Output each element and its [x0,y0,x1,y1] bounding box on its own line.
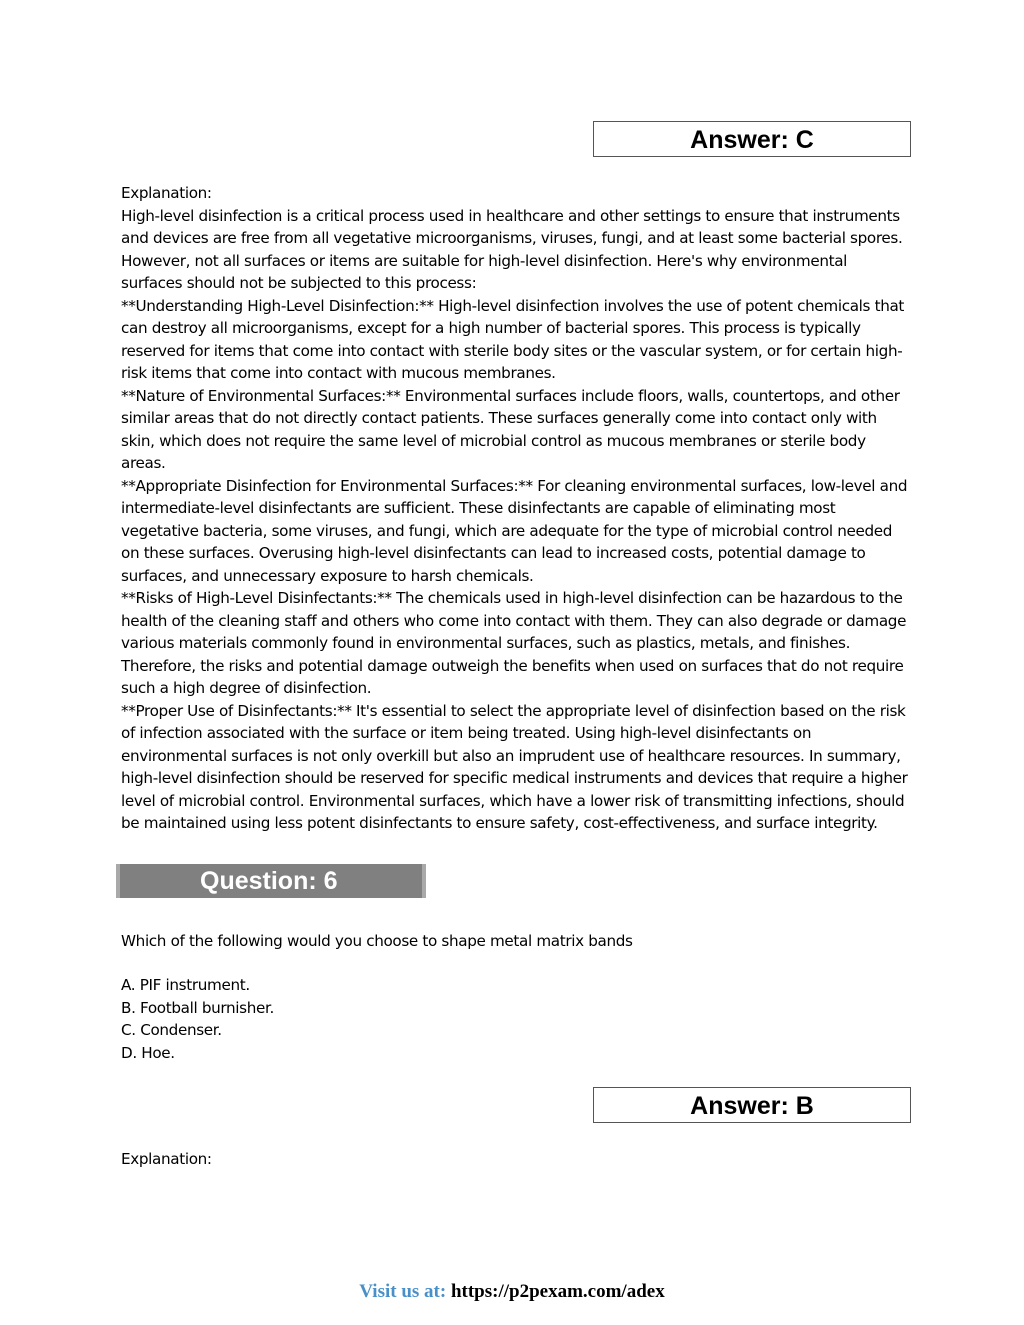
explanation-paragraph: High-level disinfection is a critical process used in healthcare and other settings to ensure that instruments and devices are free from all vegetative microorganisms, viruses, fungi, and at least some bacterial spores. However, not all surfaces or items are suitable for high-level disinfection. Here's why environmental surfaces should not be subjected to this process: [121,206,903,292]
option-item: B. Football burnisher. [121,998,274,1017]
footer-link[interactable]: https://p2pexam.com/adex [450,1281,665,1302]
answer-text: Answer: B [690,1092,814,1120]
explanation-paragraph: **Understanding High-Level Disinfection:** High-level disinfection involves the use of potent chemicals that can destroy all microorganisms, except for a high number of bacterial spores. This process is typically reserved for items that come into contact with sterile body sites or the vascular system, or for certain high-risk items that come into contact with mucous membranes. [121,296,905,382]
explanation-section [121,1148,911,1171]
answer-box [593,121,911,157]
explanation-paragraph: **Appropriate Disinfection for Environmental Surfaces:** For cleaning environmental surfaces, low-level and intermediate-level disinfectants are sufficient. These disinfectants are capable of eliminating most vegetative bacteria, some viruses, and fungi, which are adequate for the type of microbial control needed on these surfaces. Overusing high-level disinfectants can lead to increased costs, potential damage to surfaces, and unnecessary exposure to harsh chemicals. [121,476,908,585]
explanation-paragraph: **Proper Use of Disinfectants:** It's essential to select the appropriate level of disinfection based on the risk of infection associated with the surface or item being treated. Using high-level disinfectants on environmental surfaces is not only overkill but also an imprudent use of healthcare resources. In summary, high-level disinfection should be reserved for specific medical instruments and devices that require a higher level of microbial control. Environmental surfaces, which have a lower risk of transmitting infections, should be maintained using less potent disinfectants to ensure safety, cost-effectiveness, and surface integrity. [121,701,908,832]
option-item: C. Condenser. [121,1021,222,1039]
explanation-paragraph: **Nature of Environmental Surfaces:** Environmental surfaces include floors, walls, countertops, and other similar areas that do not directly contact patients. These surfaces generally come into contact only with skin, which does not require the same level of microbial control as mucous membranes or sterile body areas. [121,386,900,472]
question-text: Which of the following would you choose to shape metal matrix bands [121,932,633,950]
option-item: A. PIF instrument. [121,976,250,994]
answer-options [121,974,911,1064]
question-title: Question: 6 [200,867,338,895]
explanation-paragraph: **Risks of High-Level Disinfectants:** The chemicals used in high-level disinfection can be hazardous to the health of the cleaning staff and others who come into contact with them. They can also degrade or damage various materials commonly found in environmental surfaces, such as plastics, metals, and finishes. Therefore, the risks and potential damage outweigh the benefits when used on surfaces that do not require such a high degree of disinfection. [121,589,907,697]
explanation-heading: Explanation: [121,1150,212,1168]
explanation-heading: Explanation: [121,184,212,202]
explanation-section [121,182,911,835]
option-item: D. Hoe. [121,1043,175,1062]
question-section [121,930,911,953]
answer-box [593,1087,911,1123]
answer-text: Answer: C [690,126,814,154]
footer [0,1281,1024,1303]
question-banner [116,864,426,898]
footer-label: Visit us at: [359,1281,447,1302]
